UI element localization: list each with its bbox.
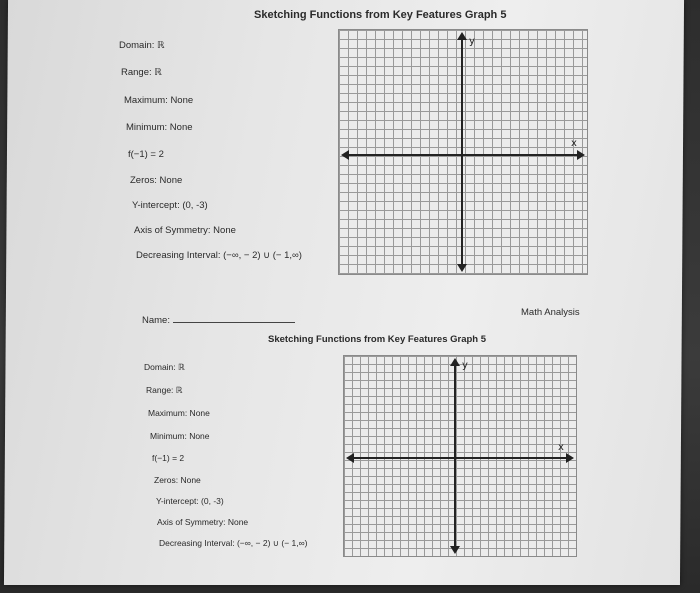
top-feature-symmetry: Axis of Symmetry: None xyxy=(134,225,236,236)
bottom-feature-point: f(−1) = 2 xyxy=(152,453,185,463)
bottom-y-arrow-down xyxy=(450,546,460,554)
top-title: Sketching Functions from Key Features Graph 5 xyxy=(254,9,507,21)
top-feature-minimum: Minimum: None xyxy=(126,122,193,133)
bottom-feature-range: Range: ℝ xyxy=(146,385,183,395)
bottom-feature-zeros: Zeros: None xyxy=(154,475,201,485)
bottom-x-arrow-right xyxy=(566,453,574,463)
top-x-label: x xyxy=(571,138,577,149)
bottom-title: Sketching Functions from Key Features Graph 5 xyxy=(268,334,487,345)
name-label: Name: xyxy=(142,315,170,326)
top-y-axis xyxy=(461,36,463,268)
top-x-arrow-left xyxy=(341,150,349,160)
top-x-axis xyxy=(345,154,581,156)
top-feature-decreasing: Decreasing Interval: (−∞, − 2) ∪ (− 1,∞) xyxy=(136,250,302,261)
bottom-y-arrow-up xyxy=(450,358,460,366)
top-y-arrow-down xyxy=(457,264,467,272)
top-y-arrow-up xyxy=(457,32,467,40)
top-feature-y-intercept: Y-intercept: (0, -3) xyxy=(132,200,208,211)
bottom-feature-maximum: Maximum: None xyxy=(148,408,210,418)
bottom-x-axis xyxy=(350,457,570,459)
course-label: Math Analysis xyxy=(521,307,580,318)
bottom-feature-y-intercept: Y-intercept: (0, -3) xyxy=(156,496,224,506)
top-x-arrow-right xyxy=(577,150,585,160)
top-graph-grid xyxy=(338,29,588,275)
top-feature-domain: Domain: ℝ xyxy=(119,40,165,51)
bottom-x-arrow-left xyxy=(346,453,354,463)
top-y-label: y xyxy=(469,36,475,47)
bottom-graph-grid xyxy=(343,355,577,557)
top-feature-point: f(−1) = 2 xyxy=(128,149,164,160)
top-feature-zeros: Zeros: None xyxy=(130,175,183,186)
top-feature-maximum: Maximum: None xyxy=(124,95,194,106)
bottom-feature-domain: Domain: ℝ xyxy=(144,362,185,372)
bottom-feature-decreasing: Decreasing Interval: (−∞, − 2) ∪ (− 1,∞) xyxy=(159,538,308,548)
bottom-y-axis xyxy=(454,362,456,550)
bottom-feature-minimum: Minimum: None xyxy=(150,431,210,441)
bottom-x-label: x xyxy=(558,442,564,453)
top-feature-range: Range: ℝ xyxy=(121,67,162,78)
bottom-feature-symmetry: Axis of Symmetry: None xyxy=(157,517,249,527)
bottom-y-label: y xyxy=(462,360,468,371)
name-line[interactable] xyxy=(173,318,295,323)
